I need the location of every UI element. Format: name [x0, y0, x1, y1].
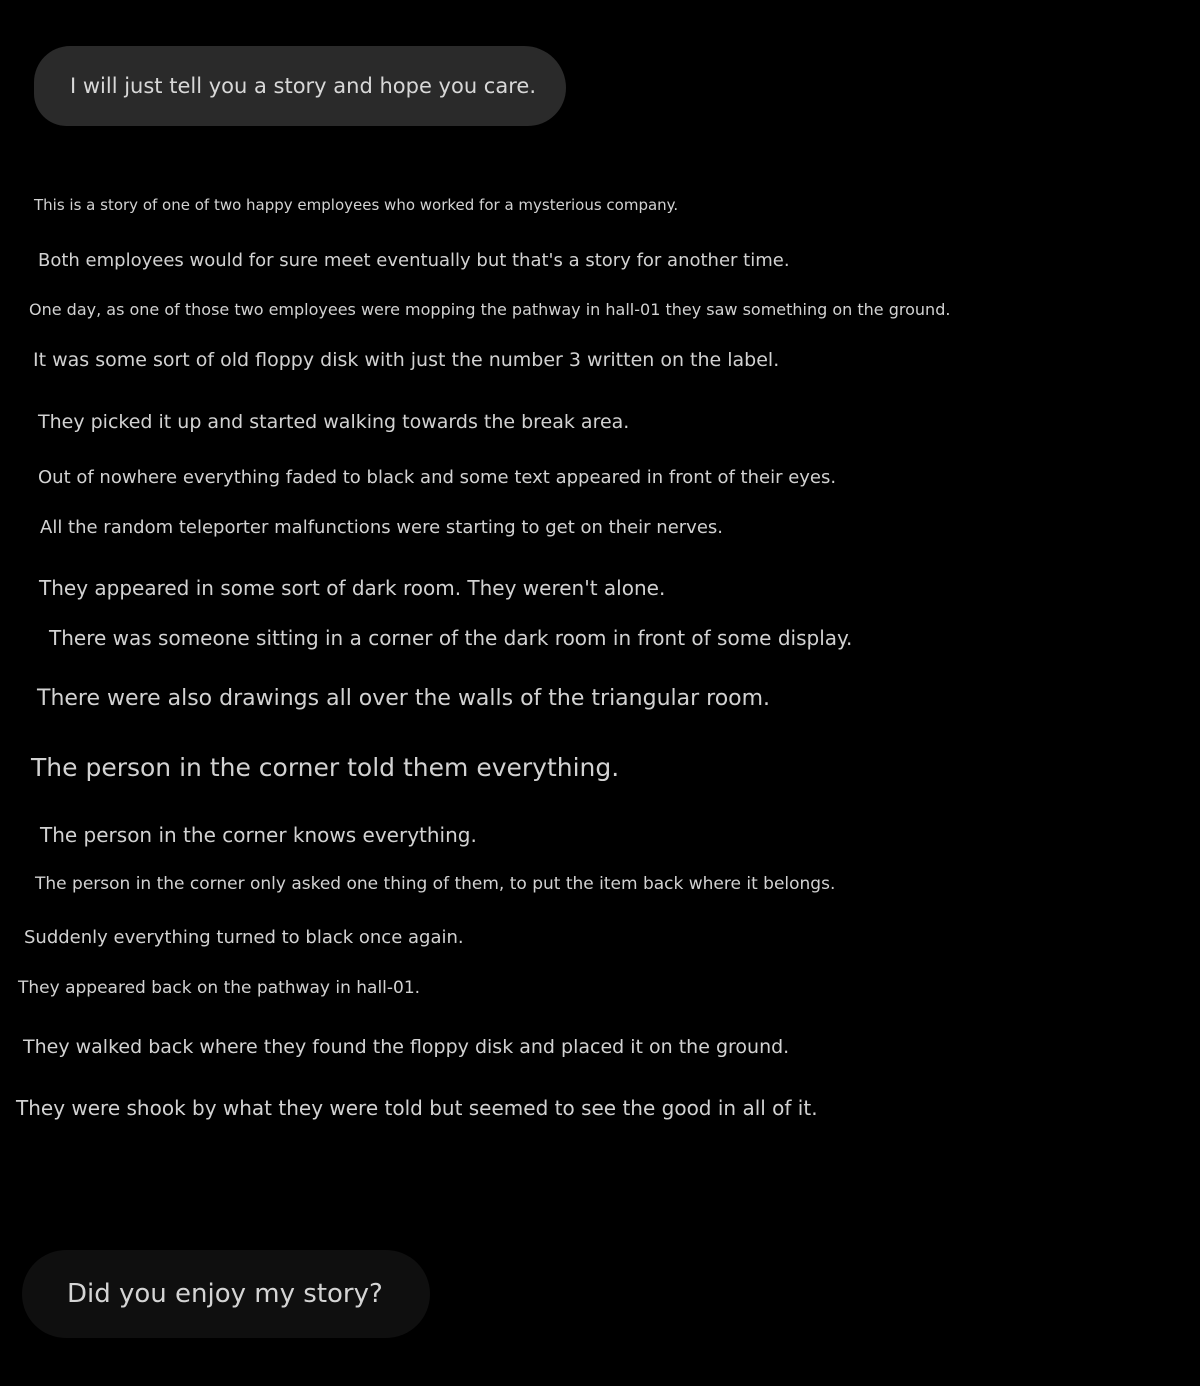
question-bubble	[22, 1250, 430, 1338]
question-bubble-text: Did you enjoy my story?	[67, 1279, 383, 1309]
story-line: Out of nowhere everything faded to black and some text appeared in front of their eyes.	[38, 467, 837, 488]
story-line: The person in the corner only asked one thing of them, to put the item back where it belongs.	[35, 874, 836, 894]
story-line: The person in the corner told them everything.	[31, 753, 620, 782]
story-line: They picked it up and started walking towards the break area.	[38, 411, 630, 433]
story-line: One day, as one of those two employees were mopping the pathway in hall-01 they saw something on the ground.	[29, 300, 951, 319]
story-line: This is a story of one of two happy employees who worked for a mysterious company.	[34, 196, 679, 214]
story-line: It was some sort of old floppy disk with just the number 3 written on the label.	[33, 349, 780, 371]
story-line: There were also drawings all over the walls of the triangular room.	[37, 686, 771, 711]
story-line: There was someone sitting in a corner of the dark room in front of some display.	[49, 626, 853, 650]
prompt-bubble-text: I will just tell you a story and hope you care.	[70, 74, 536, 98]
story-line: They appeared in some sort of dark room. They weren't alone.	[39, 576, 666, 600]
story-line: The person in the corner knows everything.	[40, 823, 477, 847]
story-line: They were shook by what they were told but seemed to see the good in all of it.	[16, 1096, 818, 1120]
story-line: They appeared back on the pathway in hall-01.	[18, 978, 421, 998]
story-line: All the random teleporter malfunctions were starting to get on their nerves.	[40, 517, 723, 538]
story-line: Both employees would for sure meet eventually but that's a story for another time.	[38, 250, 790, 271]
story-line: They walked back where they found the floppy disk and placed it on the ground.	[23, 1036, 790, 1058]
prompt-bubble	[34, 46, 566, 126]
story-line: Suddenly everything turned to black once again.	[24, 927, 464, 948]
